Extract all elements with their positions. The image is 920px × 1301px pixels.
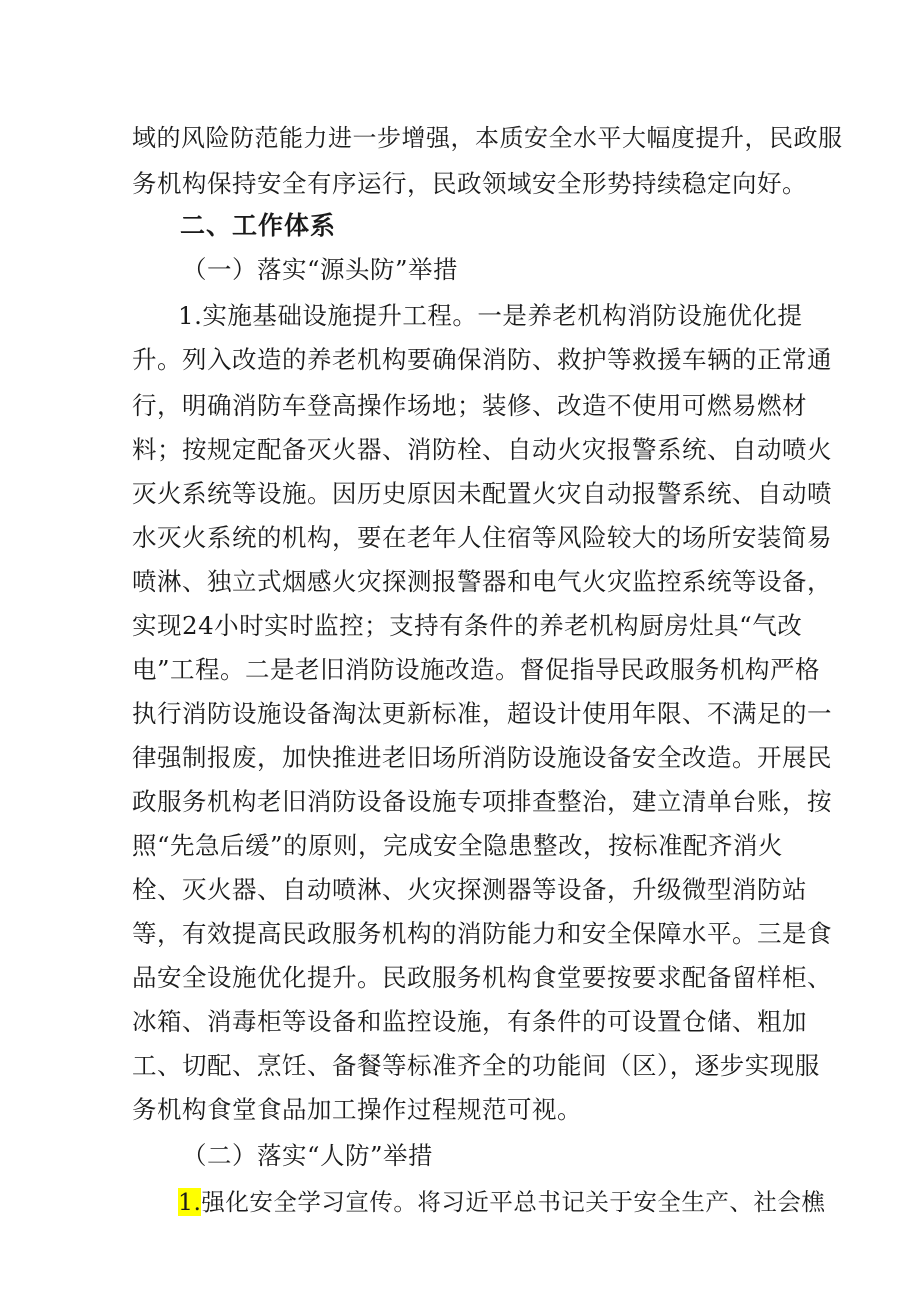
paragraph-line: 冰箱、消毒柜等设备和监控设施，有条件的可设置仓储、粗加 <box>132 1007 807 1036</box>
highlighted-item-number: 1. <box>178 1188 202 1216</box>
paragraph-text: 强化安全学习宣传。将习近平总书记关于安全生产、社会樵 <box>201 1188 826 1216</box>
paragraph-line: 律强制报废，加快推进老旧场所消防设施设备安全改造。开展民 <box>132 743 832 772</box>
paragraph-line: 域的风险防范能力进一步增强，本质安全水平大幅度提升，民政服 <box>132 124 843 152</box>
paragraph-line: 工、切配、烹饪、备餐等标准齐全的功能间（区），逐步实现服 <box>132 1051 820 1080</box>
paragraph-line <box>178 1182 838 1222</box>
paragraph-line: 等，有效提高民政服务机构的消防能力和安全保障水平。三是食 <box>132 919 832 948</box>
paragraph-line: 执行消防设施设备淘汰更新标准，超设计使用年限、不满足的一 <box>132 699 832 728</box>
paragraph-line: 喷淋、独立式烟感火灾探测报警器和电气火灾监控系统等设备， <box>132 567 832 596</box>
paragraph-line: 水灭火系统的机构，要在老年人住宿等风险较大的场所安装简易 <box>132 523 832 552</box>
paragraph-line: 电”工程。二是老旧消防设施改造。督促指导民政服务机构严格 <box>132 655 821 684</box>
paragraph-line: 品安全设施优化提升。民政服务机构食堂要按要求配备留样柜、 <box>132 963 832 992</box>
paragraph-line: 行，明确消防车登高操作场地；装修、改造不使用可燃易燃材 <box>132 391 807 420</box>
subsection-heading: （一）落实“源头防”举措 <box>182 255 459 284</box>
paragraph-line: 照“先急后缓”的原则，完成安全隐患整改，按标准配齐消火 <box>132 831 784 860</box>
paragraph-line: 灭火系统等设施。因历史原因未配置火灾自动报警系统、自动喷 <box>132 479 832 508</box>
section-heading: 二、工作体系 <box>180 211 337 240</box>
paragraph-line: 实现24小时实时监控；支持有条件的养老机构厨房灶具“气改 <box>132 611 803 640</box>
subsection-heading: （二）落实“人防”举措 <box>182 1141 434 1170</box>
paragraph-line: 务机构食堂食品加工操作过程规范可视。 <box>132 1095 582 1124</box>
paragraph-line: 升。列入改造的养老机构要确保消防、救护等救援车辆的正常通 <box>132 345 832 374</box>
paragraph-line: 栓、灭火器、自动喷淋、火灾探测器等设备，升级微型消防站 <box>132 875 807 904</box>
paragraph-line: 1.实施基础设施提升工程。一是养老机构消防设施优化提 <box>178 301 803 330</box>
paragraph-line: 料；按规定配备灭火器、消防栓、自动火灾报警系统、自动喷火 <box>132 435 832 464</box>
paragraph-line: 务机构保持安全有序运行，民政领域安全形势持续稳定向好。 <box>132 169 807 198</box>
paragraph-line: 政服务机构老旧消防设备设施专项排查整治，建立清单台账，按 <box>132 787 832 816</box>
